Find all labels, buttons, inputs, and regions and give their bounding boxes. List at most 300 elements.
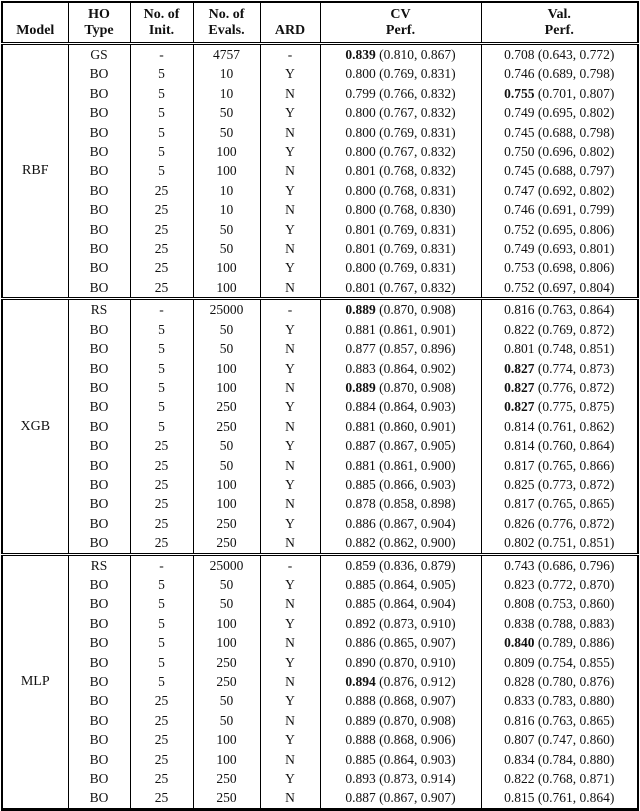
perf-mean: 0.893 bbox=[345, 771, 376, 787]
perf-ci: (0.784, 0.880) bbox=[537, 751, 615, 767]
perf-ci: (0.766, 0.832) bbox=[379, 85, 456, 101]
table-row bbox=[2, 84, 638, 103]
perf-mean: 0.800 bbox=[345, 260, 376, 276]
perf-mean: 0.807 bbox=[504, 732, 535, 748]
table-row bbox=[2, 750, 638, 769]
val-perf-cell bbox=[481, 494, 638, 513]
num-init-cell: 5 bbox=[130, 359, 193, 378]
cv-perf-cell bbox=[320, 533, 481, 554]
ho-type-cell: BO bbox=[68, 200, 130, 219]
ho-type-cell: BO bbox=[68, 220, 130, 239]
ard-cell: N bbox=[260, 711, 320, 730]
perf-mean: 0.802 bbox=[504, 535, 535, 551]
perf-mean: 0.827 bbox=[504, 379, 535, 395]
perf-ci: (0.858, 0.898) bbox=[379, 496, 456, 512]
ho-type-cell: BO bbox=[68, 456, 130, 475]
perf-ci: (0.861, 0.900) bbox=[379, 457, 456, 473]
perf-ci: (0.876, 0.912) bbox=[379, 674, 456, 689]
val-perf-cell bbox=[481, 320, 638, 339]
ard-cell: Y bbox=[260, 397, 320, 416]
table-row bbox=[2, 278, 638, 299]
perf-mean: 0.743 bbox=[504, 557, 535, 573]
num-init-cell: - bbox=[130, 554, 193, 575]
val-perf-cell bbox=[481, 554, 638, 575]
perf-ci: (0.788, 0.883) bbox=[537, 615, 615, 631]
perf-mean: 0.881 bbox=[345, 418, 376, 434]
cv-perf-cell bbox=[320, 672, 481, 691]
table-row bbox=[2, 475, 638, 494]
table-row bbox=[2, 554, 638, 575]
num-init-cell: 25 bbox=[130, 220, 193, 239]
cv-perf-cell bbox=[320, 123, 481, 142]
table-row bbox=[2, 161, 638, 180]
perf-ci: (0.769, 0.831) bbox=[379, 221, 456, 237]
header-num-init: No. of Init. bbox=[130, 2, 193, 44]
perf-mean: 0.800 bbox=[345, 66, 376, 82]
perf-mean: 0.755 bbox=[504, 85, 535, 101]
header-val-perf: Val. Perf. bbox=[481, 2, 638, 44]
ho-type-cell: BO bbox=[68, 730, 130, 749]
perf-mean: 0.825 bbox=[504, 476, 535, 492]
cv-perf-cell bbox=[320, 320, 481, 339]
perf-mean: 0.889 bbox=[345, 302, 376, 318]
cv-perf-cell bbox=[320, 494, 481, 513]
val-perf-cell bbox=[481, 475, 638, 494]
ho-type-cell: BO bbox=[68, 475, 130, 494]
perf-ci: (0.870, 0.908) bbox=[379, 302, 456, 318]
num-evals-cell: 100 bbox=[193, 475, 260, 494]
perf-mean: 0.884 bbox=[345, 399, 376, 415]
ard-cell: Y bbox=[260, 436, 320, 455]
perf-ci: (0.873, 0.910) bbox=[379, 615, 456, 631]
num-init-cell: 25 bbox=[130, 258, 193, 277]
perf-ci: (0.867, 0.904) bbox=[379, 515, 456, 531]
val-perf-cell bbox=[481, 691, 638, 710]
perf-mean: 0.745 bbox=[504, 163, 535, 179]
perf-ci: (0.769, 0.831) bbox=[379, 260, 456, 276]
num-init-cell: 5 bbox=[130, 594, 193, 613]
ard-cell: N bbox=[260, 378, 320, 397]
num-evals-cell: 250 bbox=[193, 653, 260, 672]
cv-perf-cell bbox=[320, 514, 481, 533]
perf-ci: (0.768, 0.830) bbox=[379, 202, 456, 218]
num-evals-cell: 25000 bbox=[193, 554, 260, 575]
ard-cell: Y bbox=[260, 475, 320, 494]
perf-mean: 0.889 bbox=[345, 379, 376, 395]
perf-mean: 0.889 bbox=[345, 712, 376, 728]
num-evals-cell: 50 bbox=[193, 436, 260, 455]
num-init-cell: 25 bbox=[130, 750, 193, 769]
num-evals-cell: 50 bbox=[193, 575, 260, 594]
ho-type-cell: BO bbox=[68, 514, 130, 533]
num-evals-cell: 10 bbox=[193, 84, 260, 103]
cv-perf-cell bbox=[320, 278, 481, 299]
num-evals-cell: 250 bbox=[193, 397, 260, 416]
val-perf-cell bbox=[481, 142, 638, 161]
ho-type-cell: BO bbox=[68, 397, 130, 416]
val-perf-cell bbox=[481, 653, 638, 672]
ho-type-cell: BO bbox=[68, 436, 130, 455]
ard-cell: Y bbox=[260, 142, 320, 161]
cv-perf-cell bbox=[320, 239, 481, 258]
table-row bbox=[2, 200, 638, 219]
val-perf-cell bbox=[481, 456, 638, 475]
perf-mean: 0.888 bbox=[345, 693, 376, 709]
val-perf-cell bbox=[481, 239, 638, 258]
num-evals-cell: 100 bbox=[193, 614, 260, 633]
perf-mean: 0.747 bbox=[504, 182, 535, 198]
num-init-cell: 25 bbox=[130, 730, 193, 749]
num-init-cell: 25 bbox=[130, 788, 193, 809]
perf-mean: 0.827 bbox=[504, 360, 535, 376]
ard-cell: Y bbox=[260, 64, 320, 83]
num-evals-cell: 50 bbox=[193, 220, 260, 239]
num-init-cell: 5 bbox=[130, 142, 193, 161]
num-evals-cell: 100 bbox=[193, 750, 260, 769]
num-init-cell: 5 bbox=[130, 339, 193, 358]
table-row bbox=[2, 594, 638, 613]
perf-ci: (0.810, 0.867) bbox=[379, 47, 456, 62]
perf-ci: (0.761, 0.864) bbox=[537, 790, 615, 806]
perf-ci: (0.866, 0.903) bbox=[379, 476, 456, 492]
ho-type-cell: BO bbox=[68, 533, 130, 554]
results-tbody bbox=[2, 44, 638, 810]
perf-ci: (0.776, 0.872) bbox=[537, 379, 615, 395]
num-evals-cell: 100 bbox=[193, 378, 260, 397]
perf-mean: 0.892 bbox=[345, 615, 376, 631]
val-perf-cell bbox=[481, 339, 638, 358]
num-evals-cell: 100 bbox=[193, 258, 260, 277]
val-perf-cell bbox=[481, 711, 638, 730]
num-init-cell: 25 bbox=[130, 514, 193, 533]
table-row bbox=[2, 397, 638, 416]
perf-mean: 0.800 bbox=[345, 182, 376, 198]
num-evals-cell: 50 bbox=[193, 103, 260, 122]
ard-cell: N bbox=[260, 594, 320, 613]
results-table bbox=[1, 1, 639, 811]
perf-ci: (0.868, 0.907) bbox=[379, 693, 456, 709]
num-init-cell: 25 bbox=[130, 711, 193, 730]
val-perf-cell bbox=[481, 533, 638, 554]
num-init-cell: 5 bbox=[130, 64, 193, 83]
perf-ci: (0.767, 0.832) bbox=[379, 105, 456, 121]
num-evals-cell: 100 bbox=[193, 161, 260, 180]
perf-ci: (0.769, 0.831) bbox=[379, 124, 456, 140]
val-perf-cell bbox=[481, 730, 638, 749]
ard-cell: N bbox=[260, 123, 320, 142]
perf-ci: (0.769, 0.831) bbox=[379, 66, 456, 82]
perf-ci: (0.689, 0.798) bbox=[537, 66, 615, 82]
ho-type-cell: GS bbox=[68, 44, 130, 65]
perf-mean: 0.801 bbox=[345, 163, 376, 179]
perf-ci: (0.767, 0.832) bbox=[379, 144, 456, 160]
cv-perf-cell bbox=[320, 475, 481, 494]
val-perf-cell bbox=[481, 378, 638, 397]
perf-ci: (0.768, 0.871) bbox=[537, 771, 615, 787]
val-perf-cell bbox=[481, 359, 638, 378]
perf-mean: 0.814 bbox=[504, 418, 535, 434]
perf-mean: 0.800 bbox=[345, 202, 376, 218]
table-row bbox=[2, 142, 638, 161]
header-ho-type: HO Type bbox=[68, 2, 130, 44]
ho-type-cell: BO bbox=[68, 339, 130, 358]
ho-type-cell: BO bbox=[68, 103, 130, 122]
cv-perf-cell bbox=[320, 594, 481, 613]
perf-mean: 0.839 bbox=[345, 47, 376, 62]
perf-ci: (0.867, 0.907) bbox=[379, 790, 456, 806]
perf-ci: (0.864, 0.905) bbox=[379, 576, 456, 592]
val-perf-cell bbox=[481, 103, 638, 122]
cv-perf-cell bbox=[320, 554, 481, 575]
table-row bbox=[2, 614, 638, 633]
perf-mean: 0.752 bbox=[504, 221, 535, 237]
cv-perf-cell bbox=[320, 456, 481, 475]
num-evals-cell: 250 bbox=[193, 788, 260, 809]
perf-mean: 0.801 bbox=[345, 221, 376, 237]
perf-ci: (0.701, 0.807) bbox=[537, 85, 615, 101]
num-init-cell: 25 bbox=[130, 436, 193, 455]
perf-mean: 0.746 bbox=[504, 202, 535, 218]
cv-perf-cell bbox=[320, 181, 481, 200]
ho-type-cell: BO bbox=[68, 750, 130, 769]
perf-ci: (0.643, 0.772) bbox=[537, 47, 615, 62]
perf-mean: 0.859 bbox=[345, 557, 376, 573]
perf-ci: (0.768, 0.832) bbox=[379, 163, 456, 179]
num-evals-cell: 250 bbox=[193, 533, 260, 554]
ard-cell: Y bbox=[260, 575, 320, 594]
ho-type-cell: BO bbox=[68, 633, 130, 652]
cv-perf-cell bbox=[320, 64, 481, 83]
perf-mean: 0.800 bbox=[345, 144, 376, 160]
val-perf-cell bbox=[481, 299, 638, 320]
header-model: Model bbox=[2, 2, 68, 44]
perf-mean: 0.708 bbox=[504, 47, 535, 62]
perf-mean: 0.816 bbox=[504, 712, 535, 728]
ho-type-cell: BO bbox=[68, 84, 130, 103]
ho-type-cell: BO bbox=[68, 594, 130, 613]
table-row bbox=[2, 633, 638, 652]
ard-cell: Y bbox=[260, 320, 320, 339]
perf-ci: (0.695, 0.806) bbox=[537, 221, 615, 237]
val-perf-cell bbox=[481, 417, 638, 436]
val-perf-cell bbox=[481, 123, 638, 142]
ard-cell: N bbox=[260, 161, 320, 180]
cv-perf-cell bbox=[320, 788, 481, 809]
perf-mean: 0.878 bbox=[345, 496, 376, 512]
perf-mean: 0.800 bbox=[345, 105, 376, 121]
ard-cell: N bbox=[260, 533, 320, 554]
num-init-cell: 5 bbox=[130, 123, 193, 142]
table-row bbox=[2, 220, 638, 239]
perf-ci: (0.696, 0.802) bbox=[537, 144, 615, 160]
perf-ci: (0.686, 0.796) bbox=[537, 557, 615, 573]
ard-cell: N bbox=[260, 278, 320, 299]
num-init-cell: 5 bbox=[130, 161, 193, 180]
num-evals-cell: 100 bbox=[193, 730, 260, 749]
table-row bbox=[2, 417, 638, 436]
val-perf-cell bbox=[481, 575, 638, 594]
ard-cell: Y bbox=[260, 653, 320, 672]
ho-type-cell: BO bbox=[68, 711, 130, 730]
table-row bbox=[2, 730, 638, 749]
perf-ci: (0.697, 0.804) bbox=[537, 279, 615, 295]
perf-ci: (0.773, 0.872) bbox=[537, 476, 615, 492]
num-init-cell: 5 bbox=[130, 417, 193, 436]
val-perf-cell bbox=[481, 84, 638, 103]
ho-type-cell: BO bbox=[68, 653, 130, 672]
table-row bbox=[2, 533, 638, 554]
perf-mean: 0.885 bbox=[345, 576, 376, 592]
perf-ci: (0.860, 0.901) bbox=[379, 418, 456, 434]
perf-ci: (0.867, 0.905) bbox=[379, 438, 456, 454]
ho-type-cell: RS bbox=[68, 299, 130, 320]
num-evals-cell: 50 bbox=[193, 691, 260, 710]
perf-mean: 0.885 bbox=[345, 596, 376, 612]
num-evals-cell: 100 bbox=[193, 278, 260, 299]
cv-perf-cell bbox=[320, 575, 481, 594]
table-row bbox=[2, 456, 638, 475]
table-row bbox=[2, 299, 638, 320]
perf-ci: (0.692, 0.802) bbox=[537, 182, 615, 198]
table-header bbox=[2, 2, 638, 44]
perf-ci: (0.688, 0.798) bbox=[537, 124, 615, 140]
cv-perf-cell bbox=[320, 730, 481, 749]
num-init-cell: 25 bbox=[130, 278, 193, 299]
perf-ci: (0.780, 0.876) bbox=[537, 674, 615, 689]
perf-mean: 0.886 bbox=[345, 635, 376, 651]
val-perf-cell bbox=[481, 672, 638, 691]
ho-type-cell: RS bbox=[68, 554, 130, 575]
perf-mean: 0.826 bbox=[504, 515, 535, 531]
perf-mean: 0.833 bbox=[504, 693, 535, 709]
perf-mean: 0.823 bbox=[504, 576, 535, 592]
num-evals-cell: 250 bbox=[193, 514, 260, 533]
num-init-cell: 5 bbox=[130, 614, 193, 633]
table-row bbox=[2, 339, 638, 358]
ard-cell: Y bbox=[260, 103, 320, 122]
val-perf-cell bbox=[481, 161, 638, 180]
perf-ci: (0.789, 0.886) bbox=[537, 635, 615, 651]
ard-cell: - bbox=[260, 554, 320, 575]
perf-ci: (0.765, 0.865) bbox=[537, 496, 615, 512]
ard-cell: N bbox=[260, 84, 320, 103]
ard-cell: N bbox=[260, 200, 320, 219]
perf-mean: 0.881 bbox=[345, 321, 376, 337]
num-evals-cell: 50 bbox=[193, 123, 260, 142]
perf-mean: 0.746 bbox=[504, 66, 535, 82]
num-init-cell: 5 bbox=[130, 397, 193, 416]
val-perf-cell bbox=[481, 278, 638, 299]
num-init-cell: 5 bbox=[130, 575, 193, 594]
table-row bbox=[2, 653, 638, 672]
ard-cell: N bbox=[260, 456, 320, 475]
perf-mean: 0.822 bbox=[504, 321, 535, 337]
num-evals-cell: 4757 bbox=[193, 44, 260, 65]
num-init-cell: 25 bbox=[130, 494, 193, 513]
num-init-cell: - bbox=[130, 299, 193, 320]
perf-ci: (0.760, 0.864) bbox=[537, 438, 615, 454]
cv-perf-cell bbox=[320, 711, 481, 730]
ho-type-cell: BO bbox=[68, 181, 130, 200]
ard-cell: Y bbox=[260, 730, 320, 749]
ard-cell: Y bbox=[260, 220, 320, 239]
num-evals-cell: 50 bbox=[193, 320, 260, 339]
num-evals-cell: 10 bbox=[193, 200, 260, 219]
perf-mean: 0.799 bbox=[345, 85, 376, 101]
num-init-cell: 25 bbox=[130, 200, 193, 219]
num-evals-cell: 250 bbox=[193, 672, 260, 691]
cv-perf-cell bbox=[320, 378, 481, 397]
cv-perf-cell bbox=[320, 633, 481, 652]
cv-perf-cell bbox=[320, 417, 481, 436]
header-num-evals: No. of Evals. bbox=[193, 2, 260, 44]
cv-perf-cell bbox=[320, 359, 481, 378]
perf-ci: (0.769, 0.872) bbox=[537, 321, 615, 337]
ho-type-cell: BO bbox=[68, 320, 130, 339]
table-row bbox=[2, 672, 638, 691]
cv-perf-cell bbox=[320, 103, 481, 122]
perf-mean: 0.888 bbox=[345, 732, 376, 748]
perf-ci: (0.868, 0.906) bbox=[379, 732, 456, 748]
num-evals-cell: 100 bbox=[193, 142, 260, 161]
cv-perf-cell bbox=[320, 142, 481, 161]
perf-mean: 0.808 bbox=[504, 596, 535, 612]
perf-ci: (0.864, 0.903) bbox=[379, 399, 456, 415]
ard-cell: - bbox=[260, 299, 320, 320]
perf-mean: 0.881 bbox=[345, 457, 376, 473]
table-row bbox=[2, 123, 638, 142]
num-evals-cell: 250 bbox=[193, 417, 260, 436]
table-row bbox=[2, 239, 638, 258]
header-ard: ARD bbox=[260, 2, 320, 44]
num-evals-cell: 50 bbox=[193, 339, 260, 358]
perf-mean: 0.887 bbox=[345, 438, 376, 454]
perf-ci: (0.864, 0.904) bbox=[379, 596, 456, 612]
perf-mean: 0.886 bbox=[345, 515, 376, 531]
perf-ci: (0.691, 0.799) bbox=[537, 202, 615, 218]
perf-ci: (0.747, 0.860) bbox=[537, 732, 615, 748]
table-row bbox=[2, 320, 638, 339]
num-init-cell: 5 bbox=[130, 84, 193, 103]
perf-mean: 0.885 bbox=[345, 476, 376, 492]
val-perf-cell bbox=[481, 633, 638, 652]
cv-perf-cell bbox=[320, 44, 481, 65]
ard-cell: N bbox=[260, 239, 320, 258]
ard-cell: Y bbox=[260, 514, 320, 533]
cv-perf-cell bbox=[320, 84, 481, 103]
num-evals-cell: 50 bbox=[193, 239, 260, 258]
ho-type-cell: BO bbox=[68, 614, 130, 633]
num-init-cell: 25 bbox=[130, 475, 193, 494]
ard-cell: Y bbox=[260, 359, 320, 378]
perf-ci: (0.765, 0.866) bbox=[537, 457, 615, 473]
perf-mean: 0.817 bbox=[504, 457, 535, 473]
perf-mean: 0.827 bbox=[504, 399, 535, 415]
ard-cell: N bbox=[260, 788, 320, 809]
num-evals-cell: 25000 bbox=[193, 299, 260, 320]
table-row bbox=[2, 769, 638, 788]
perf-ci: (0.870, 0.910) bbox=[379, 654, 456, 670]
num-init-cell: 5 bbox=[130, 653, 193, 672]
ho-type-cell: BO bbox=[68, 494, 130, 513]
num-init-cell: 5 bbox=[130, 103, 193, 122]
ard-cell: Y bbox=[260, 691, 320, 710]
perf-ci: (0.862, 0.900) bbox=[379, 535, 456, 551]
model-label: RBF bbox=[22, 163, 49, 179]
ard-cell: Y bbox=[260, 181, 320, 200]
num-evals-cell: 100 bbox=[193, 494, 260, 513]
perf-mean: 0.816 bbox=[504, 302, 535, 318]
